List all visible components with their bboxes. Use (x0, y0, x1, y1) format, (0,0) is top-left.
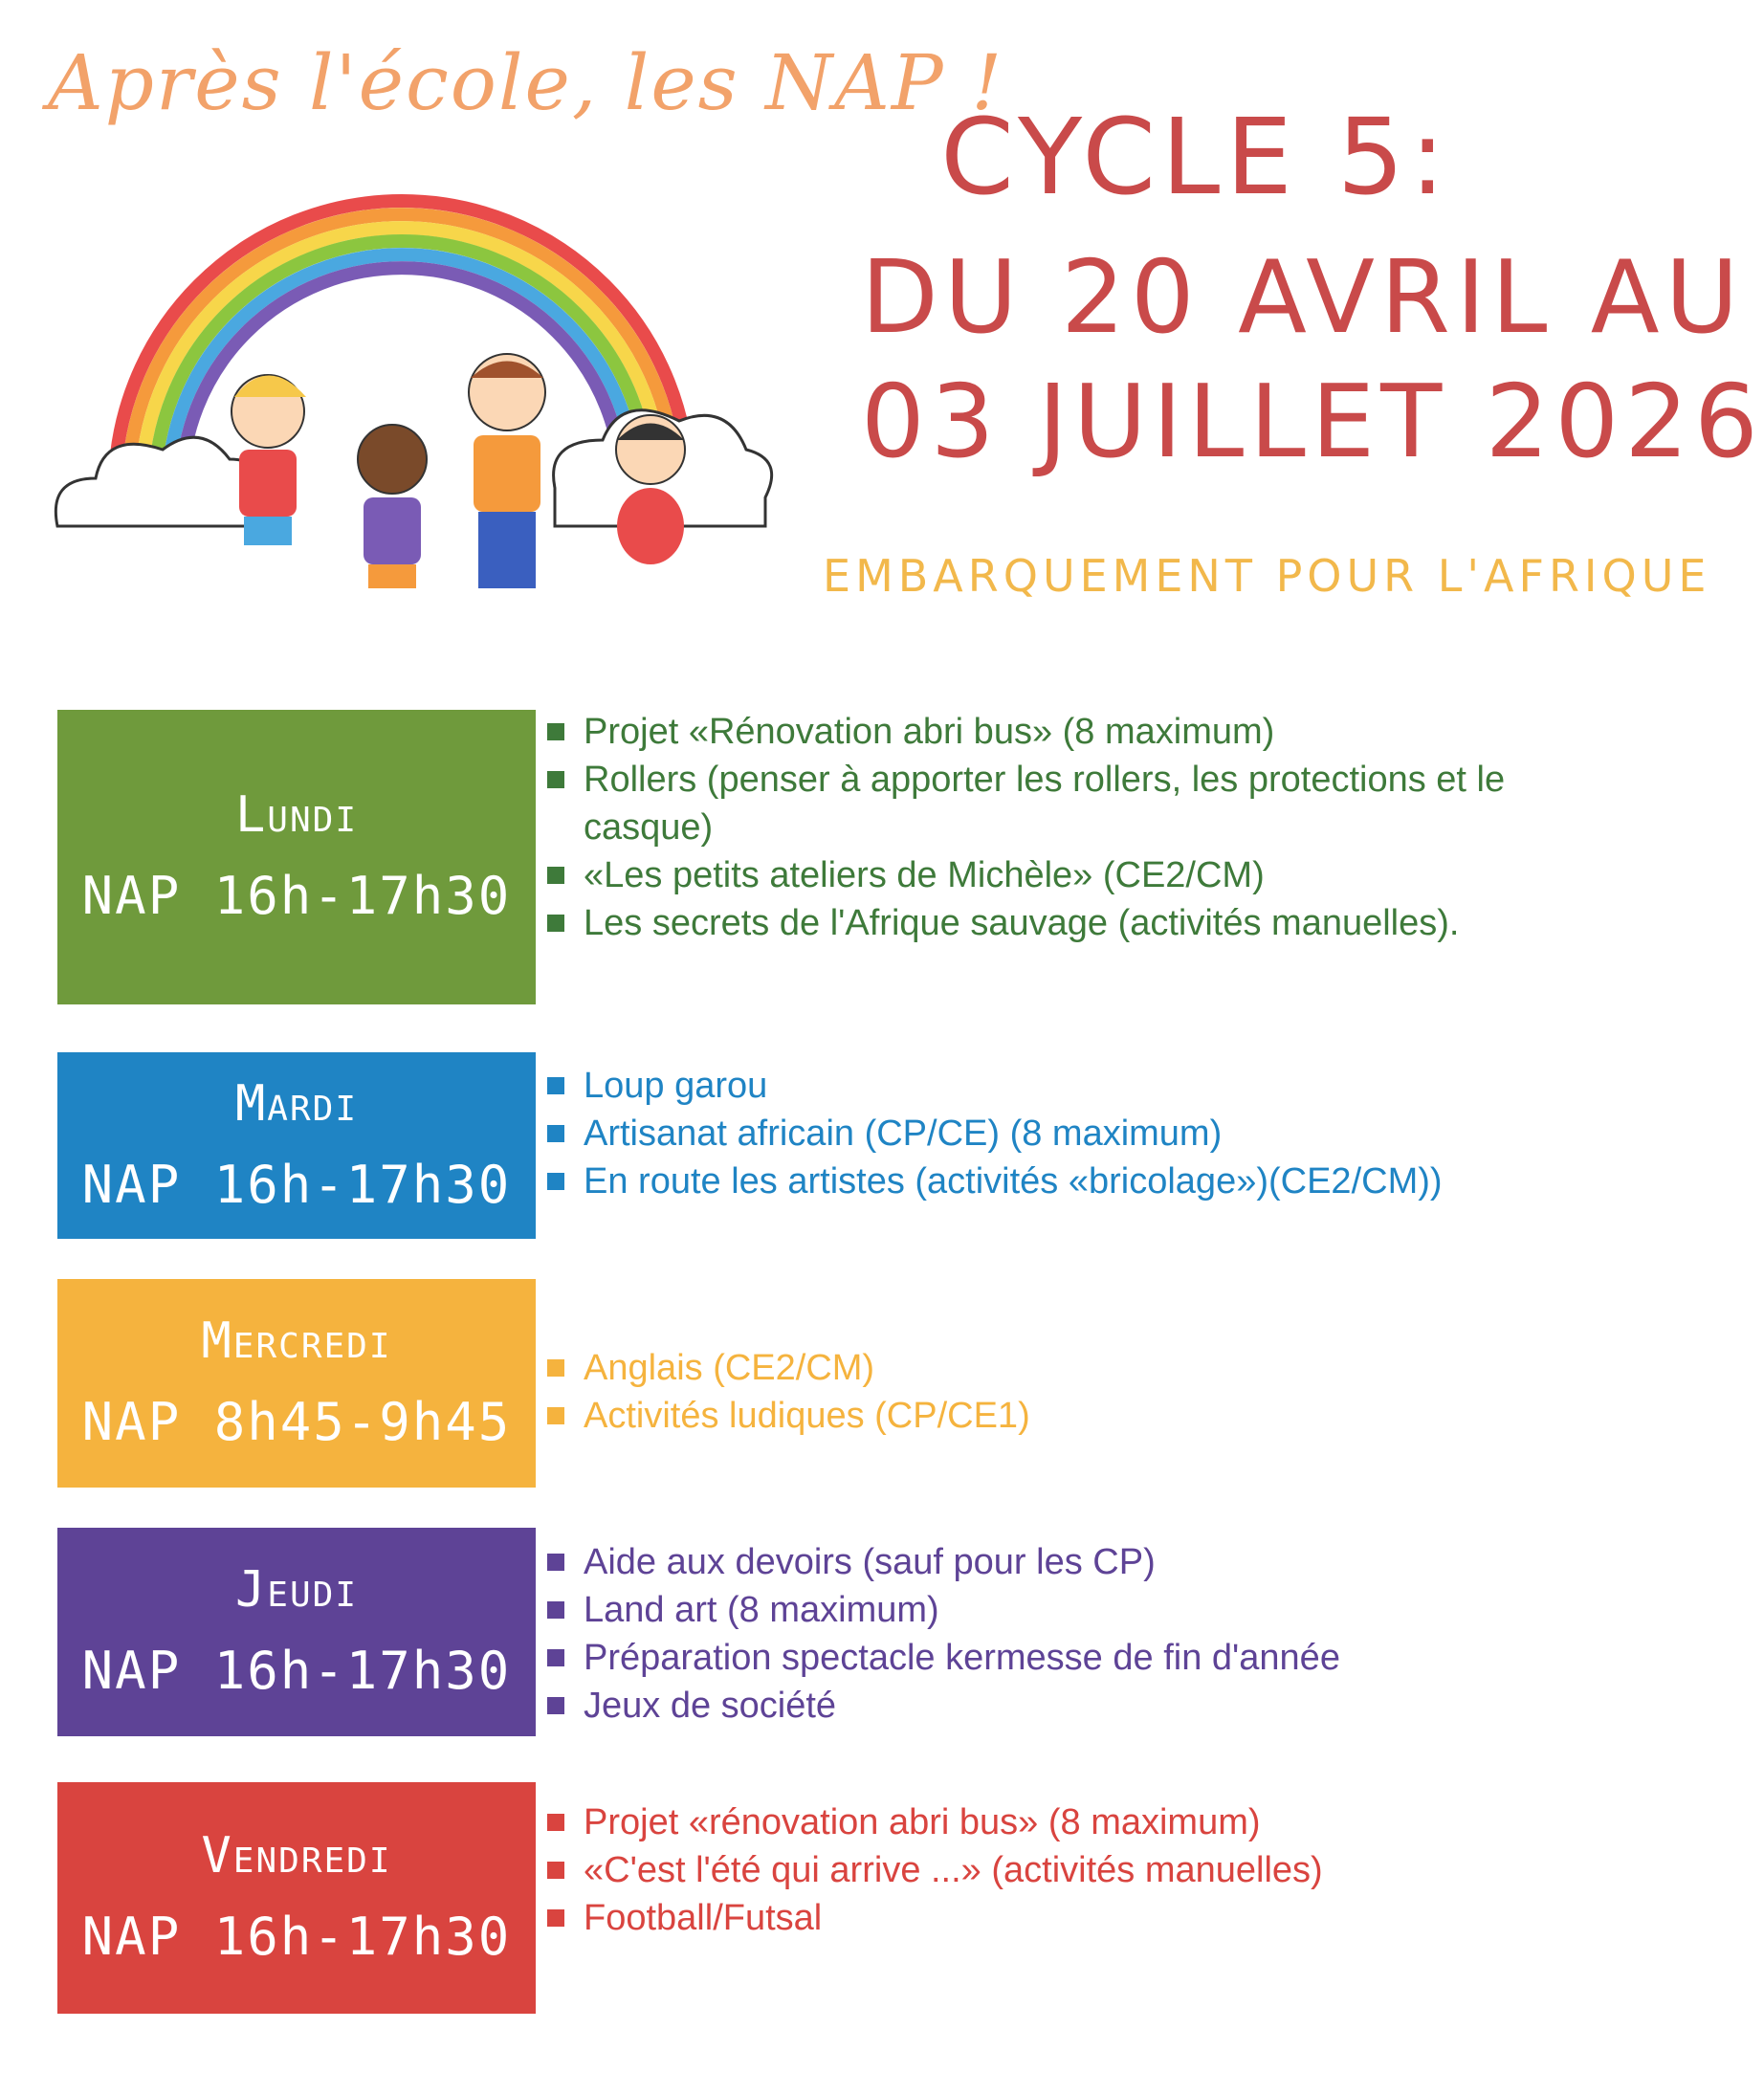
day-name: Mercredi (201, 1312, 392, 1371)
list-item: Land art (8 maximum) (545, 1586, 1550, 1634)
rainbow-children-illustration (38, 172, 804, 651)
activity-list-jeudi (545, 1538, 1550, 1730)
day-time: NAP 8h45-9h45 (81, 1392, 512, 1453)
day-name: Lundi (234, 786, 358, 845)
list-item: Aide aux devoirs (sauf pour les CP) (545, 1538, 1550, 1586)
day-name: Jeudi (234, 1561, 358, 1620)
list-item: Jeux de société (545, 1682, 1550, 1730)
list-item: En route les artistes (activités «bricolage»)(CE2/CM)) (545, 1158, 1550, 1205)
cycle-dates-end: 03 JUILLET 2026 (861, 364, 1764, 480)
day-name: Vendredi (201, 1827, 392, 1886)
activity-list-mercredi (545, 1344, 1550, 1440)
activity-list-mardi (545, 1062, 1550, 1205)
list-item: Préparation spectacle kermesse de fin d'année (545, 1634, 1550, 1682)
day-box-lundi (57, 710, 536, 1004)
cycle-title: CYCLE 5: (940, 96, 1451, 218)
day-time: NAP 16h-17h30 (81, 866, 512, 927)
list-item: Artisanat africain (CP/CE) (8 maximum) (545, 1110, 1550, 1158)
cycle-dates-start: DU 20 AVRIL AU (861, 239, 1745, 356)
day-time: NAP 16h-17h30 (81, 1641, 512, 1702)
list-item: Anglais (CE2/CM) (545, 1344, 1550, 1392)
list-item: Les secrets de l'Afrique sauvage (activités manuelles). (545, 899, 1550, 947)
list-item: Loup garou (545, 1062, 1550, 1110)
day-time: NAP 16h-17h30 (81, 1154, 512, 1215)
day-box-mercredi (57, 1279, 536, 1488)
list-item: Projet «rénovation abri bus» (8 maximum) (545, 1798, 1550, 1846)
list-item: Projet «Rénovation abri bus» (8 maximum) (545, 708, 1550, 756)
activity-list-vendredi (545, 1798, 1550, 1942)
day-time: NAP 16h-17h30 (81, 1907, 512, 1968)
theme-subtitle: EMBARQUEMENT POUR L'AFRIQUE (823, 550, 1711, 602)
day-name: Mardi (234, 1074, 358, 1133)
list-item: Rollers (penser à apporter les rollers, les protections et le casque) (545, 756, 1550, 851)
list-item: Football/Futsal (545, 1894, 1550, 1942)
list-item: Activités ludiques (CP/CE1) (545, 1392, 1550, 1440)
list-item: «Les petits ateliers de Michèle» (CE2/CM) (545, 851, 1550, 899)
day-box-jeudi (57, 1528, 536, 1736)
page-title: Après l'école, les NAP ! (48, 38, 1004, 127)
day-box-mardi (57, 1052, 536, 1239)
activity-list-lundi (545, 708, 1550, 947)
day-box-vendredi (57, 1782, 536, 2014)
list-item: «C'est l'été qui arrive ...» (activités manuelles) (545, 1846, 1550, 1894)
